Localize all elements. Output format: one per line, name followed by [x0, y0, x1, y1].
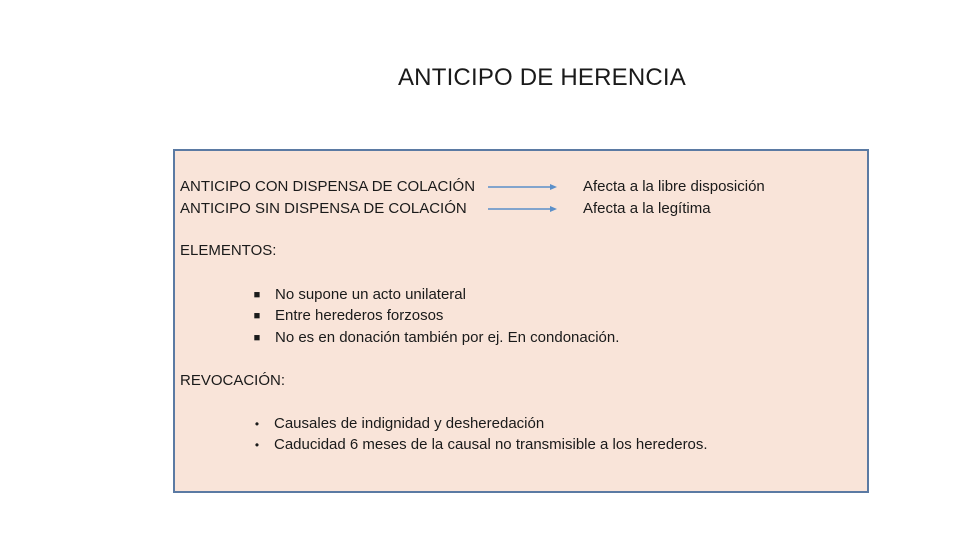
- list-item: Caducidad 6 meses de la causal no transmisible a los herederos.: [274, 436, 708, 453]
- list-item: Causales de indignidad y desheredación: [274, 415, 545, 432]
- row-left-label: ANTICIPO SIN DISPENSA DE COLACIÓN: [180, 200, 467, 217]
- dot-bullet-icon: •: [254, 438, 260, 452]
- revocacion-heading: REVOCACIÓN:: [180, 372, 286, 389]
- list-item: Entre herederos forzosos: [275, 307, 444, 324]
- content-box: [173, 149, 869, 493]
- row-left-label: ANTICIPO CON DISPENSA DE COLACIÓN: [180, 178, 476, 195]
- square-bullet-icon: ■: [253, 332, 261, 344]
- square-bullet-icon: ■: [253, 289, 261, 301]
- elementos-heading: ELEMENTOS:: [180, 242, 277, 259]
- list-item: No es en donación también por ej. En condonación.: [275, 329, 620, 346]
- row-right-label: Afecta a la legítima: [583, 200, 711, 217]
- row-right-label: Afecta a la libre disposición: [583, 178, 765, 195]
- dot-bullet-icon: •: [254, 417, 260, 431]
- arrow-right-icon: [488, 202, 558, 216]
- page-title: ANTICIPO DE HERENCIA: [397, 64, 687, 91]
- list-item: No supone un acto unilateral: [275, 286, 466, 303]
- arrow-right-icon: [488, 180, 558, 194]
- square-bullet-icon: ■: [253, 310, 261, 322]
